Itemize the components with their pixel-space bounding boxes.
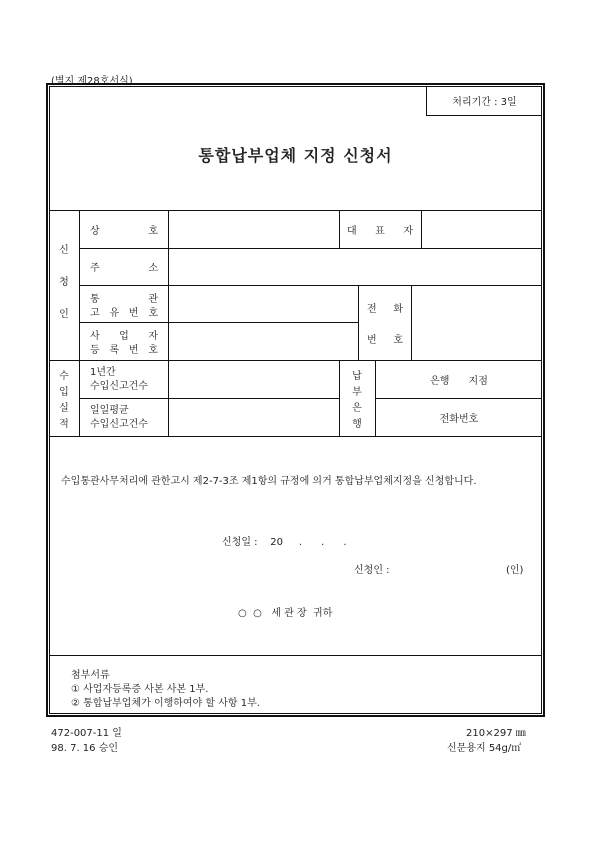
applicant-section-label	[49, 232, 79, 328]
label-char: 번	[128, 307, 139, 319]
customs-id-label	[90, 290, 158, 320]
label-char: 번	[128, 344, 139, 356]
footer-approval: 98. 7. 16 승인	[51, 743, 119, 754]
customs-id-label-line2	[90, 304, 158, 318]
label-char: 부	[352, 386, 362, 398]
annual-import-label-line1: 1년간	[90, 367, 116, 378]
business-reg-label-line2	[90, 341, 158, 355]
application-statement: 수입통관사무처리에 관한고시 제2-7-3조 제1항의 규정에 의거 통합납부업체지정을 신청합니다.	[61, 476, 477, 487]
daily-import-label-line1: 일일평균	[90, 405, 129, 416]
label-char: 자	[148, 330, 158, 342]
applicant-signature-label: 신청인 :	[354, 565, 390, 576]
processing-period-box	[426, 86, 542, 116]
footer-paper-type: 신문용지 54g/㎡	[447, 743, 522, 754]
label-char: 번	[367, 334, 377, 346]
label-char: 인	[59, 308, 69, 320]
representative-label	[347, 210, 413, 248]
label-char: 호	[148, 307, 158, 319]
business-reg-field[interactable]	[169, 323, 358, 360]
rep-label-left-line	[339, 210, 340, 248]
annual-import-label-line2: 수입신고건수	[90, 381, 148, 392]
annual-import-label	[90, 366, 168, 394]
attachments-title: 첨부서류	[71, 670, 110, 681]
trade-name-label	[90, 210, 158, 248]
label-char: 관	[148, 293, 158, 305]
label-char: 고	[90, 307, 100, 319]
phone-field[interactable]	[412, 286, 542, 360]
footer-paper-size: 210×297 ㎜	[466, 728, 526, 739]
customs-id-field[interactable]	[169, 286, 358, 322]
attachment-item-1: ① 사업자등록증 사본 사본 1부.	[71, 684, 209, 695]
label-char: 청	[59, 276, 69, 288]
attachment-item-2: ② 통합납부업체가 이행하여야 할 사항 1부.	[71, 698, 260, 709]
addressee: ○ ○ 세 관 장 귀하	[238, 608, 333, 619]
label-char: 주	[90, 263, 100, 274]
label-char: 표	[375, 225, 385, 237]
annual-import-field[interactable]	[169, 361, 339, 398]
daily-import-field[interactable]	[169, 399, 339, 436]
representative-field[interactable]	[422, 211, 542, 248]
phone-label-left-line	[358, 285, 359, 360]
label-char: 신	[59, 244, 69, 256]
import-record-section-label	[49, 366, 79, 430]
bank-branch-field[interactable]: 은행 지점	[430, 376, 488, 387]
label-char: 사	[90, 330, 100, 342]
daily-import-label	[90, 404, 168, 432]
address-field[interactable]	[169, 249, 542, 285]
label-char: 호	[148, 344, 158, 356]
attachment-divider-line	[49, 655, 542, 656]
label-char: 납	[352, 370, 362, 382]
address-label	[90, 248, 158, 285]
apply-date: 신청일 : 20 . . .	[222, 537, 347, 548]
seal-mark: (인)	[506, 565, 524, 576]
label-char: 자	[403, 225, 413, 237]
label-char: 대	[347, 225, 357, 237]
phone-label-line2	[367, 331, 403, 345]
customs-id-label-line1	[90, 290, 158, 304]
label-char: 유	[109, 307, 120, 319]
label-char: 통	[90, 293, 100, 305]
footer-form-number: 472-007-11 일	[51, 728, 122, 739]
label-char: 실	[59, 402, 69, 414]
label-char: 행	[352, 418, 362, 430]
label-char: 전	[367, 303, 377, 315]
label-char: 은	[352, 402, 362, 414]
label-char: 소	[148, 263, 158, 274]
label-char: 입	[59, 386, 69, 398]
label-char: 호	[393, 334, 403, 346]
bank-label	[339, 366, 375, 430]
label-char: 적	[59, 418, 69, 430]
trade-name-field[interactable]	[169, 211, 339, 248]
label-char: 호	[148, 225, 158, 237]
label-char: 화	[393, 303, 403, 315]
bank-phone-field[interactable]: 전화번호	[439, 414, 479, 425]
processing-period-text: 처리기간 : 3일	[452, 97, 517, 108]
daily-import-label-line2: 수입신고건수	[90, 419, 148, 430]
label-char: 록	[109, 344, 120, 356]
label-char: 수	[59, 370, 69, 382]
label-char: 업	[119, 330, 129, 342]
business-reg-label-line1	[90, 327, 158, 341]
section-label-col-line	[79, 210, 80, 436]
form-number-tag: (별지 제28호서식)	[51, 76, 133, 87]
table-bottom-line	[49, 436, 542, 437]
page-title: 통합납부업체 지정 신청서	[198, 146, 393, 165]
phone-label-line1	[367, 300, 403, 314]
label-char: 상	[90, 225, 100, 237]
label-char: 등	[90, 344, 100, 356]
business-reg-label	[90, 327, 158, 357]
